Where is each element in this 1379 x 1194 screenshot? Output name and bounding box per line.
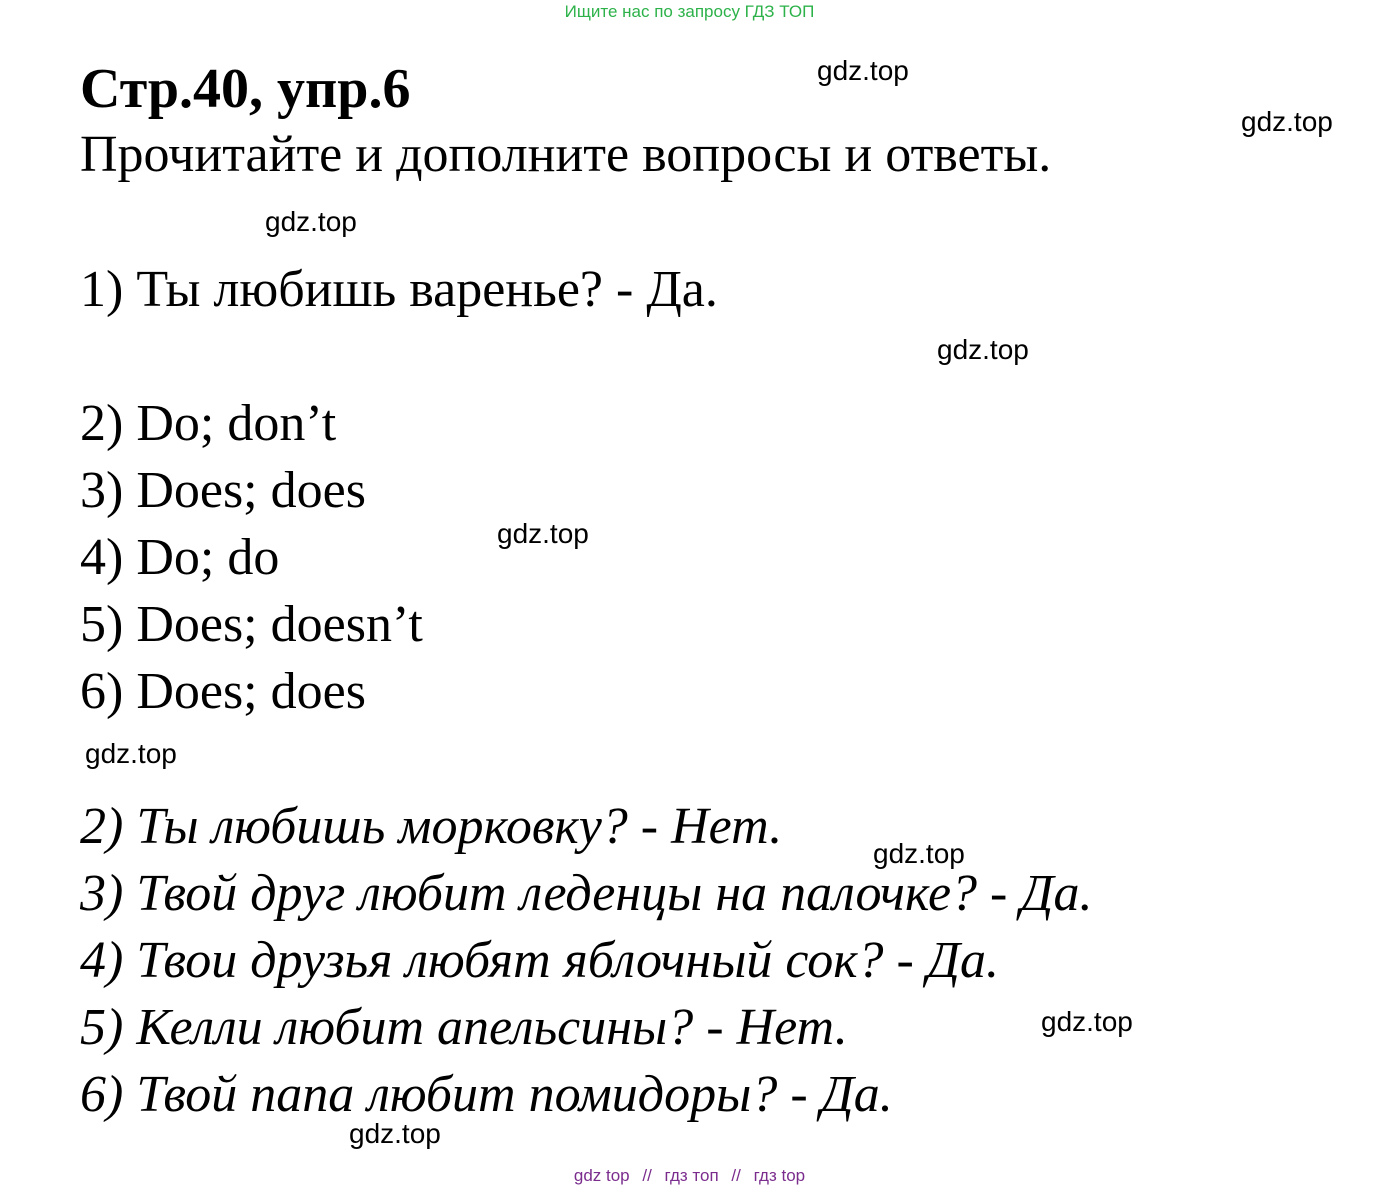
footer-separator: // [731, 1166, 741, 1185]
watermark: gdz.top [349, 1118, 441, 1149]
answer-line: 2) Do; don’t [80, 395, 337, 452]
watermark: gdz.top [265, 206, 357, 237]
footer-links [0, 1166, 1379, 1186]
footer-link[interactable]: гдз топ [664, 1166, 719, 1185]
example-line: 1) Ты любишь варенье? - Да. [80, 261, 718, 318]
translation-line: 4) Твои друзья любят яблочный сок? - Да. [80, 932, 999, 989]
translation-line: 2) Ты любишь морковку? - Нет. [80, 798, 783, 855]
answer-line: 6) Does; does [80, 663, 366, 720]
watermark: gdz.top [497, 518, 589, 549]
answer-line: 5) Does; doesn’t [80, 596, 423, 653]
watermark: gdz.top [937, 334, 1029, 365]
watermark: gdz.top [1041, 1006, 1133, 1037]
translation-line: 5) Келли любит апельсины? - Нет. [80, 999, 848, 1056]
top-banner: Ищите нас по запросу ГДЗ ТОП [564, 2, 815, 21]
translation-line: 3) Твой друг любит леденцы на палочке? - Да. [80, 865, 1093, 922]
watermark: gdz.top [1241, 106, 1333, 137]
footer-link[interactable]: gdz top [573, 1166, 630, 1185]
footer-link[interactable]: гдз top [753, 1166, 806, 1185]
answer-line: 4) Do; do [80, 529, 280, 586]
task-instruction: Прочитайте и дополните вопросы и ответы. [80, 126, 1052, 183]
watermark: gdz.top [873, 838, 965, 869]
footer-separator: // [642, 1166, 652, 1185]
watermark: gdz.top [85, 738, 177, 769]
watermark: gdz.top [817, 55, 909, 86]
page-title: Стр.40, упр.6 [80, 58, 411, 120]
translation-line: 6) Твой папа любит помидоры? - Да. [80, 1066, 893, 1123]
answer-line: 3) Does; does [80, 462, 366, 519]
